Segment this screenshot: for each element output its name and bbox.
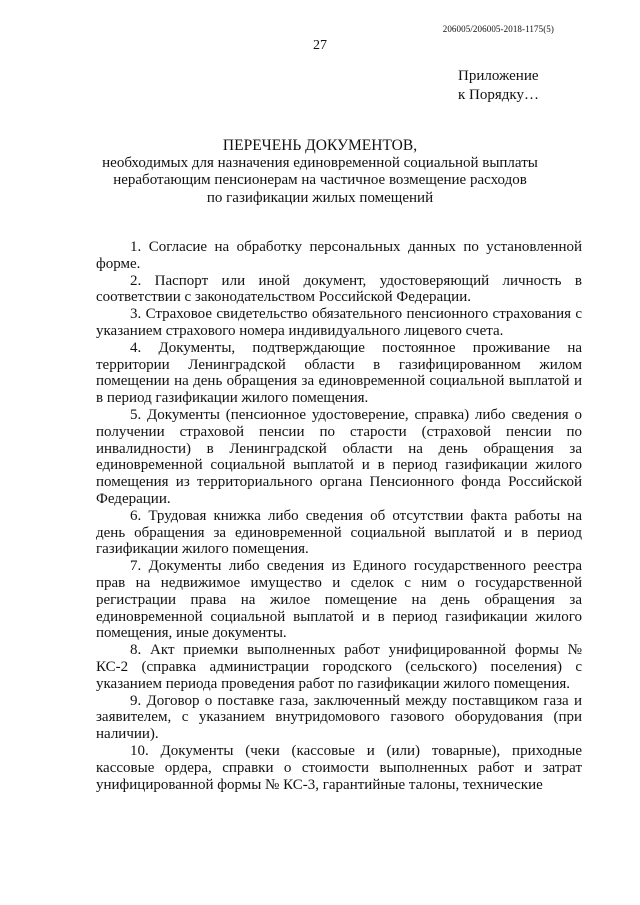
document-code: 206005/206005-2018-1175(5) [442,24,554,34]
list-item-3: 3. Страховое свидетельство обязательного пенсионного страхования с указанием страхового номера индивидуального лицевого счета. [96,306,582,339]
document-list [96,239,582,793]
appendix-line-1: Приложение [458,68,539,84]
title-line-3: неработающим пенсионерам на частичное возмещение расходов [113,172,527,188]
document-title [60,137,580,207]
appendix-line-2: к Порядку… [458,87,539,103]
list-item-4: 4. Документы, подтверждающие постоянное проживание на территории Ленинградской области в газифицированном жилом помещении на день обращения за единовременной социальной выплатой и в период газификации жилого помещения. [96,339,582,407]
list-item-2: 2. Паспорт или иной документ, удостоверяющий личность в соответствии с законодательством Российской Федерации. [96,272,582,306]
title-main: ПЕРЕЧЕНЬ ДОКУМЕНТОВ, [222,137,418,154]
list-item-6: 6. Трудовая книжка либо сведения об отсутствии факта работы на день обращения за единовременной социальной выплатой и в период газификации жилого помещения. [96,507,582,558]
page-number: 27 [313,38,327,53]
list-item-1: 1. Согласие на обработку персональных данных по установленной форме. [96,239,582,272]
list-item-5: 5. Документы (пенсионное удостоверение, справка) либо сведения о получении страховой пенсии по старости (страховой пенсии по инвалидности) в Ленинградской области на день обращения за единовременной социальной выплатой и в период газификации жилого помещения из территориального органа Пенсионного фонда Российской Федерации. [96,406,582,507]
list-item-7: 7. Документы либо сведения из Единого государственного реестра прав на недвижимое имущество и сделок с ним о государственной регистрации права на жилое помещение на день обращения за единовременной социальной выплатой и в период газификации жилого помещения, иные документы. [96,558,582,642]
title-line-4: по газификации жилых помещений [206,189,434,206]
title-line-2: необходимых для назначения единовременной социальной выплаты [102,154,538,171]
list-item-8: 8. Акт приемки выполненных работ унифицированной формы № КС-2 (справка администрации городского (сельского) поселения) с указанием периода проведения работ по газификации жилого помещения. [96,642,582,692]
list-item-9: 9. Договор о поставке газа, заключенный между поставщиком газа и заявителем, с указанием внутридомового газового оборудования (при наличии). [96,692,582,743]
list-item-10: 10. Документы (чеки (кассовые и (или) товарные), приходные кассовые ордера, справки о стоимости выполненных работ и затрат унифицированной формы № КС-3, гарантийные талоны, технические [96,742,582,793]
appendix-note [458,67,539,105]
